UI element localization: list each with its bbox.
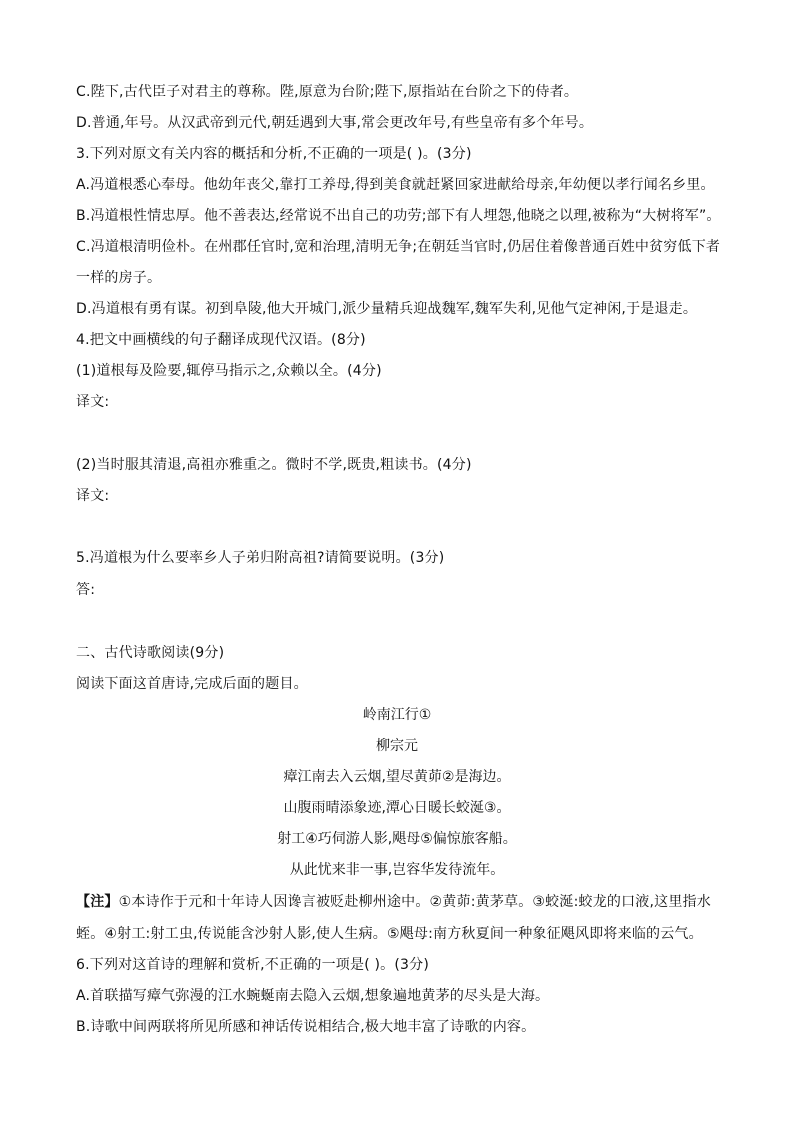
section-heading-poetry: 二、古代诗歌阅读(9分)	[76, 645, 225, 661]
poem-verse-1: 瘴江南去入云烟,望尽黄茆②是海边。	[283, 769, 511, 785]
question-6-option-b: B.诗歌中间两联将所见所感和神话传说相结合,极大地丰富了诗歌的内容。	[76, 1019, 536, 1035]
question-4-part-2: (2)当时服其清退,高祖亦雅重之。微时不学,既贵,粗读书。(4分)	[76, 457, 472, 473]
note-text-1: ①本诗作于元和十年诗人因谗言被贬赴柳州途中。②黄茆:黄茅草。③蛟涎:蛟龙的口液,这里指水	[118, 894, 711, 910]
question-6-option-a: A.首联描写瘴气弥漫的江水蜿蜒南去隐入云烟,想象遍地黄茅的尽头是大海。	[76, 988, 550, 1004]
poetry-instruction: 阅读下面这首唐诗,完成后面的题目。	[76, 676, 308, 692]
question-3-option-c-continued: 一样的房子。	[76, 270, 162, 286]
poem-verse-4: 从此忧来非一事,岂容华发待流年。	[289, 862, 505, 878]
question-3-option-c: C.冯道根清明俭朴。在州郡任官时,宽和治理,清明无争;在朝廷当官时,仍居住着像普通百姓中贫穷低下者	[76, 239, 721, 255]
question-4: 4.把文中画横线的句子翻译成现代汉语。(8分)	[76, 332, 366, 348]
question-5: 5.冯道根为什么要率乡人子弟归附高祖?请简要说明。(3分)	[76, 550, 445, 566]
question-3-option-b: B.冯道根性情忠厚。他不善表达,经常说不出自己的功劳;部下有人埋怨,他晓之以理,被称为“大树将军”。	[76, 208, 721, 224]
translation-label-1: 译文:	[76, 394, 110, 410]
note-label: 【注】	[76, 894, 119, 910]
answer-label: 答:	[76, 582, 96, 598]
translation-label-2: 译文:	[76, 488, 110, 504]
question-4-part-1: (1)道根每及险要,辄停马指示之,众赖以全。(4分)	[76, 363, 382, 379]
poem-title: 岭南江行①	[362, 707, 432, 723]
question-3: 3.下列对原文有关内容的概括和分析,不正确的一项是( )。(3分)	[76, 146, 472, 162]
question-6: 6.下列对这首诗的理解和赏析,不正确的一项是( )。(3分)	[76, 957, 430, 973]
poem-note-line-2: 蛭。④射工:射工虫,传说能含沙射人影,使人生病。⑤飓母:南方秋夏间一种象征飓风即将来临的云气。	[76, 926, 703, 942]
poem-verse-2: 山腹雨晴添象迹,潭心日暖长蛟涎③。	[283, 800, 511, 816]
question-3-option-d: D.冯道根有勇有谋。初到阜陵,他大开城门,派少量精兵迎战魏军,魏军失利,见他气定神闲,于是退走。	[76, 301, 698, 317]
poem-author: 柳宗元	[376, 738, 418, 754]
poem-note-line-1	[76, 892, 711, 912]
question-3-option-a: A.冯道根悉心奉母。他幼年丧父,靠打工养母,得到美食就赶紧回家进献给母亲,年幼便以孝行闻名乡里。	[76, 177, 715, 193]
option-d-putong: D.普通,年号。从汉武帝到元代,朝廷遇到大事,常会更改年号,有些皇帝有多个年号。	[76, 115, 594, 131]
poem-verse-3: 射工④巧伺游人影,飓母⑤偏惊旅客船。	[277, 831, 517, 847]
option-c-bixia: C.陛下,古代臣子对君主的尊称。陛,原意为台阶;陛下,原指站在台阶之下的侍者。	[76, 84, 579, 100]
